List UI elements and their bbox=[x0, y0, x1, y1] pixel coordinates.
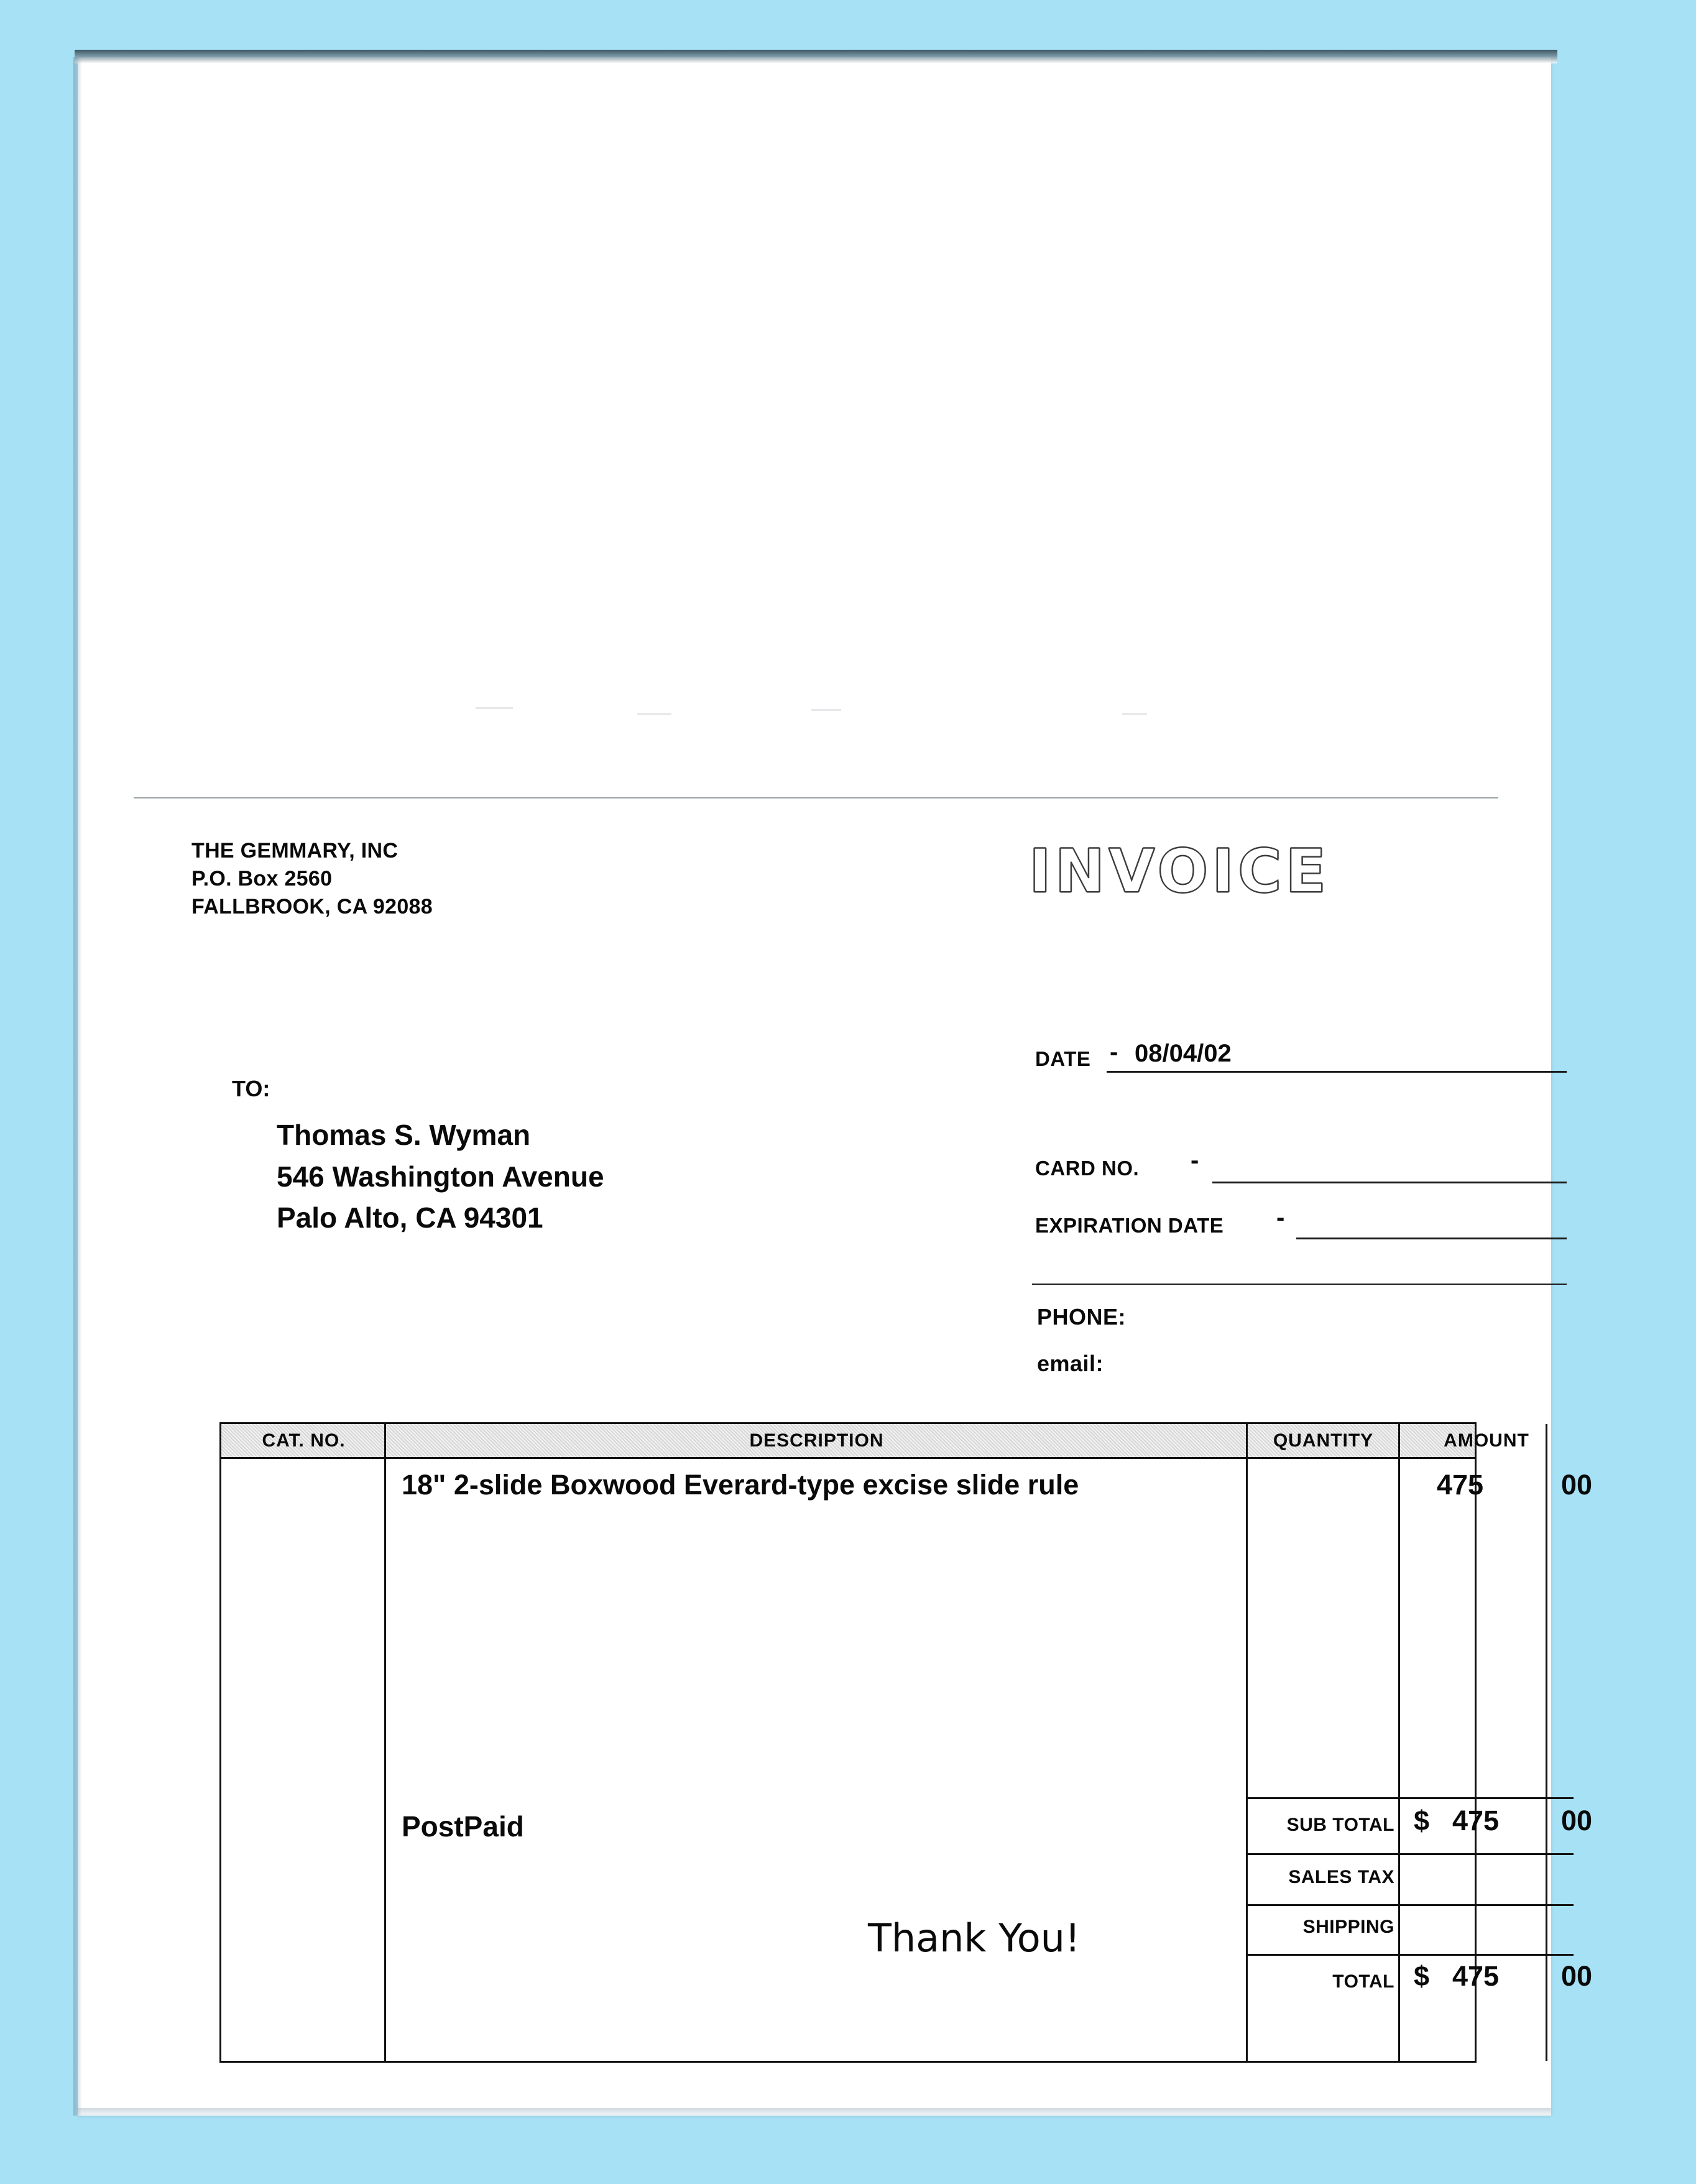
column-header-description: DESCRIPTION bbox=[749, 1430, 884, 1451]
sender-po-box: P.O. Box 2560 bbox=[191, 867, 333, 891]
column-header-quantity: QUANTITY bbox=[1273, 1430, 1374, 1451]
line-items-table bbox=[219, 1422, 1593, 2063]
expiration-date-dash: - bbox=[1276, 1204, 1285, 1231]
col-divider-cents bbox=[1546, 1424, 1547, 2061]
line-item-amount-dollars: 475 bbox=[1437, 1469, 1484, 1501]
card-no-underline bbox=[1212, 1182, 1567, 1183]
sender-city-state-zip: FALLBROOK, CA 92088 bbox=[191, 895, 433, 919]
postpaid-note: PostPaid bbox=[402, 1810, 524, 1843]
column-header-amount: AMOUNT bbox=[1444, 1430, 1529, 1451]
subtotal-label: SUB TOTAL bbox=[1286, 1815, 1394, 1835]
col-divider-cat-no bbox=[384, 1424, 386, 2061]
date-underline bbox=[1107, 1071, 1567, 1073]
scan-artifact bbox=[1122, 713, 1147, 715]
card-no-dash: - bbox=[1191, 1147, 1199, 1174]
header-divider bbox=[134, 797, 1498, 798]
bill-to-name: Thomas S. Wyman bbox=[277, 1119, 531, 1151]
totals-divider-4 bbox=[1246, 1954, 1574, 1956]
subtotal-currency: $ bbox=[1414, 1805, 1430, 1836]
expiration-date-underline bbox=[1296, 1238, 1567, 1239]
scan-artifact bbox=[637, 713, 671, 715]
scan-artifact bbox=[476, 707, 513, 709]
sender-address-block bbox=[191, 837, 433, 922]
shipping-label: SHIPPING bbox=[1302, 1917, 1394, 1937]
totals-divider-3 bbox=[1246, 1904, 1574, 1906]
phone-label: PHONE: bbox=[1037, 1304, 1127, 1330]
subtotal-cents: 00 bbox=[1561, 1805, 1593, 1836]
sales-tax-label: SALES TAX bbox=[1288, 1867, 1394, 1887]
expiration-date-label: EXPIRATION DATE bbox=[1035, 1214, 1224, 1237]
invoice-document bbox=[78, 57, 1593, 2116]
date-label: DATE bbox=[1035, 1047, 1091, 1070]
subtotal-dollars: 475 bbox=[1452, 1805, 1500, 1836]
totals-divider-2 bbox=[1246, 1853, 1574, 1855]
date-dash: - bbox=[1110, 1039, 1118, 1066]
thank-you-message: Thank You! bbox=[868, 1915, 1081, 1961]
line-item-description: 18" 2-slide Boxwood Everard-type excise slide rule bbox=[402, 1469, 1079, 1501]
column-header-cat-no: CAT. NO. bbox=[262, 1430, 346, 1451]
bill-to-address-block bbox=[277, 1114, 604, 1239]
card-no-label: CARD NO. bbox=[1035, 1157, 1140, 1180]
total-currency: $ bbox=[1414, 1960, 1430, 1992]
date-value[interactable]: 08/04/02 bbox=[1135, 1040, 1232, 1067]
total-dollars: 475 bbox=[1452, 1960, 1500, 1992]
scan-artifact bbox=[811, 709, 841, 711]
email-label: email: bbox=[1037, 1351, 1104, 1376]
col-divider-quantity bbox=[1398, 1424, 1400, 2061]
total-cents: 00 bbox=[1561, 1960, 1593, 1992]
bill-to-city-state-zip: Palo Alto, CA 94301 bbox=[277, 1201, 543, 1234]
bill-to-street: 546 Washington Avenue bbox=[277, 1160, 604, 1193]
col-divider-description bbox=[1246, 1424, 1248, 2061]
line-item-amount-cents: 00 bbox=[1561, 1469, 1593, 1501]
sender-company: THE GEMMARY, INC bbox=[191, 839, 399, 863]
totals-divider-1 bbox=[1246, 1797, 1574, 1799]
invoice-title: INVOICE bbox=[1029, 836, 1330, 906]
bill-to-label: TO: bbox=[232, 1076, 270, 1101]
total-label: TOTAL bbox=[1332, 1971, 1394, 1992]
phone-divider bbox=[1032, 1284, 1567, 1285]
